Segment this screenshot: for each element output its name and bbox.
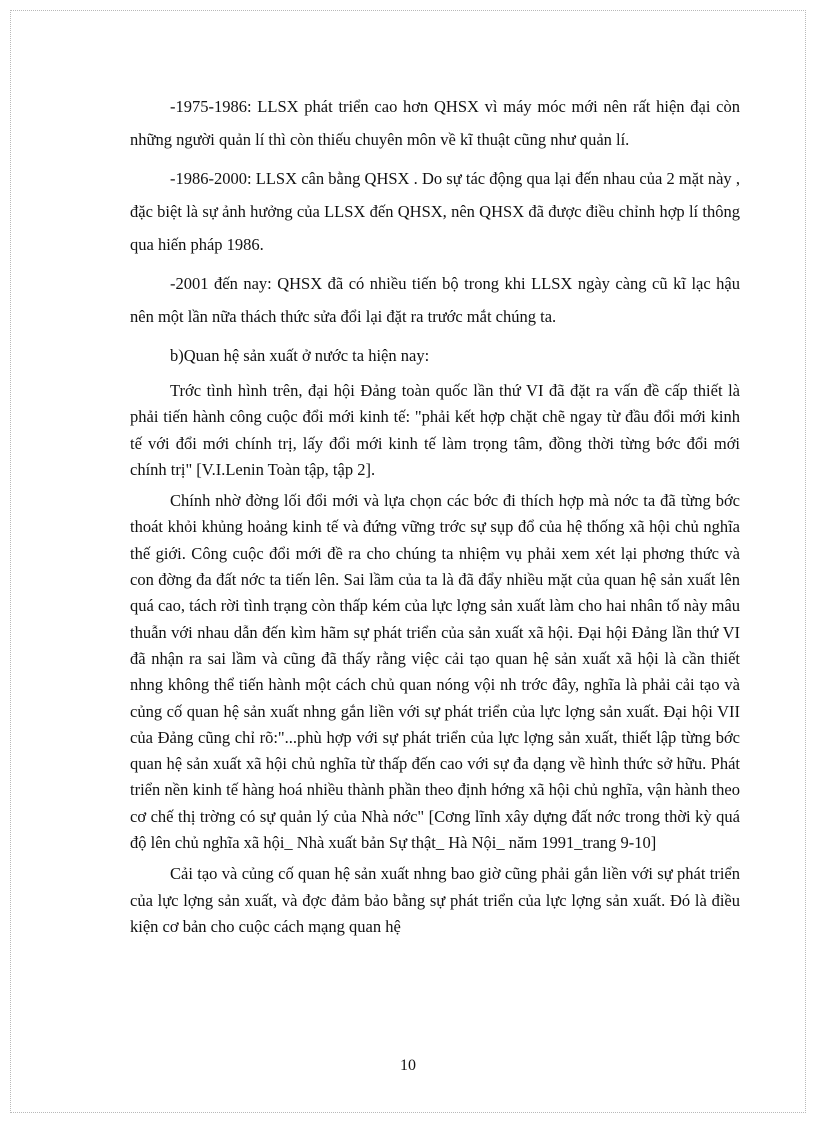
- paragraph-2001-nay: -2001 đến nay: QHSX đã có nhiều tiến bộ trong khi LLSX ngày càng cũ kĩ lạc hậu nên một lần nữa thách thức sửa đổi lại đặt ra trước mắt chúng ta.: [130, 274, 740, 326]
- document-body: [130, 90, 740, 945]
- paragraph-duong-loi-doi-moi: Chính nhờ đờng lối đổi mới và lựa chọn các bớc đi thích hợp mà nớc ta đã từng bớc thoát khỏi khủng hoảng kinh tế và đứng vững trớc sự sụp đổ của hệ thống xã hội chủ nghĩa thế giới. Công cuộc đổi mới đề ra cho chúng ta nhiệm vụ phải xem xét lại phơng thức và con đờng đa đất nớc ta tiến lên. Sai lầm của ta là đã đẩy nhiều mặt của quan hệ sản xuất lên quá cao, tách rời tình trạng còn thấp kém của lực lợng sản xuất làm cho hai nhân tố này mâu thuẫn với nhau dẫn đến kìm hãm sự phát triển của sản xuất xã hội. Đại hội Đảng lần thứ VI đã nhận ra sai lầm và cũng đã thấy rằng việc cải tạo quan hệ sản xuất xã hội là cần thiết nhng không thể tiến hành một cách chủ quan nóng vội nh trớc đây, nghĩa là phải cải tạo và củng cố quan hệ sản xuất nhng gắn liền với sự phát triển của lực lợng sản xuất. Đại hội VII của Đảng cũng chỉ rõ:"...phù hợp với sự phát triển của lực lợng sản xuất, thiết lập từng bớc quan hệ sản xuất xã hội chủ nghĩa từ thấp đến cao với sự đa dạng về hình thức sở hữu. Phát triển nền kinh tế hàng hoá nhiều thành phần theo định hớng xã hội chủ nghĩa, vận hành theo cơ chế thị trờng có sự quản lý của Nhà nớc" [Cơng lĩnh xây dựng đất nớc trong thời kỳ quá độ lên chủ nghĩa xã hội_ Nhà xuất bản Sự thật_ Hà Nội_ năm 1991_trang 9-10]: [130, 491, 740, 853]
- page-number: 10: [400, 1057, 416, 1074]
- paragraph-dai-hoi-vi: Trớc tình hình trên, đại hội Đảng toàn quốc lần thứ VI đã đặt ra vấn đề cấp thiết là phải tiến hành công cuộc đổi mới kinh tế: "phải kết hợp chặt chẽ ngay từ đầu đổi mới kinh tế với đổi mới chính trị, lấy đổi mới kinh tế làm trọng tâm, đồng thời từng bớc đổi mới chính trị" [V.I.Lenin Toàn tập, tập 2].: [130, 381, 740, 479]
- section-heading-b: b)Quan hệ sản xuất ở nước ta hiện nay:: [170, 346, 430, 365]
- paragraph-cai-tao-cung-co: Cải tạo và củng cố quan hệ sản xuất nhng bao giờ cũng phải gắn liền với sự phát triển của lực lợng sản xuất, và đợc đảm bảo bằng sự phát triển của lực lợng sản xuất. Đó là điều kiện cơ bản cho cuộc cách mạng quan hệ: [130, 864, 740, 936]
- paragraph-1986-2000: -1986-2000: LLSX cân bằng QHSX . Do sự tác động qua lại đến nhau của 2 mặt này , đặc biệt là sự ảnh hưởng của LLSX đến QHSX, nên QHSX đã được điều chỉnh hợp lí thông qua hiến pháp 1986.: [130, 169, 740, 254]
- paragraph-1975-1986: -1975-1986: LLSX phát triển cao hơn QHSX vì máy móc mới nên rất hiện đại còn những người quản lí thì còn thiếu chuyên môn về kĩ thuật cũng như quản lí.: [130, 97, 740, 149]
